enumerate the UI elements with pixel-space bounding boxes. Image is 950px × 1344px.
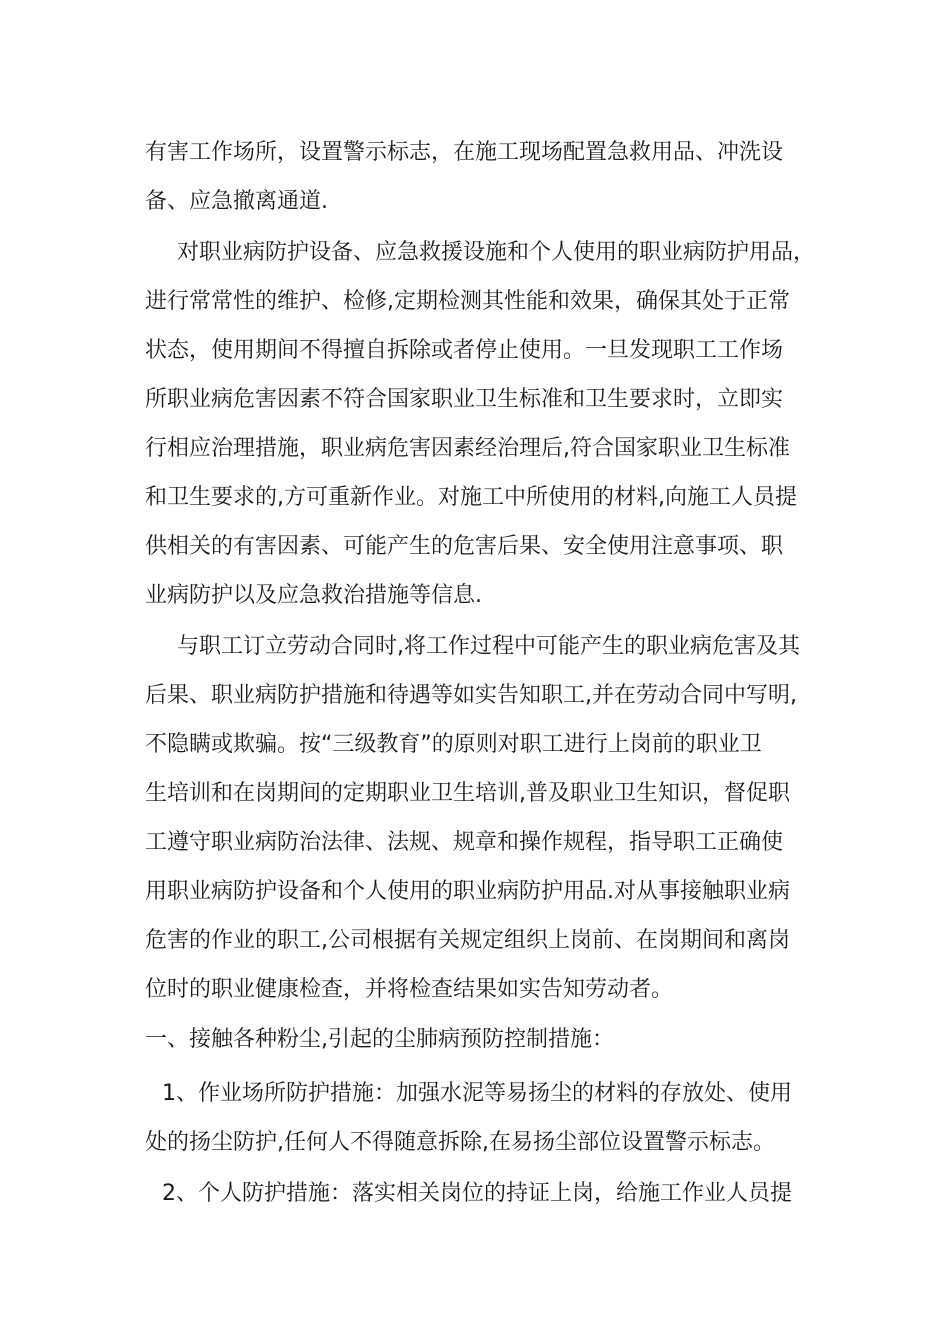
text-line: 行相应治理措施，职业病危害因素经治理后,符合国家职业卫生标准: [145, 436, 790, 461]
text-line: 和卫生要求的,方可重新作业。对施工中所使用的材料,向施工人员提: [145, 485, 797, 510]
text-line: 处的扬尘防护,任何人不得随意拆除,在易扬尘部位设置警示标志。: [145, 1130, 775, 1155]
text-line: 对职业病防护设备、应急救援设施和个人使用的职业病防护用品，: [177, 240, 816, 265]
text-line: 备、应急撤离通道.: [145, 189, 328, 214]
text-line: 有害工作场所，设置警示标志，在施工现场配置急救用品、冲洗设: [145, 140, 784, 165]
text-line: 与职工订立劳动合同时,将工作过程中可能产生的职业病危害及其: [177, 634, 800, 659]
text-line: 进行常常性的维护、检修,定期检测其性能和效果，确保其处于正常: [145, 289, 790, 314]
section-heading: 一、接触各种粉尘,引起的尘肺病预防控制措施：: [145, 1027, 614, 1052]
text-line: 后果、职业病防护措施和待遇等如实告知职工,并在劳动合同中写明,: [145, 683, 797, 708]
text-line: 位时的职业健康检查，并将检查结果如实告知劳动者。: [145, 977, 674, 1002]
text-line: 工遵守职业病防治法律、法规、规章和操作规程，指导职工正确使: [145, 830, 784, 855]
text-line: 危害的作业的职工,公司根据有关规定组织上岗前、在岗期间和离岗: [145, 928, 790, 953]
text-line: 用职业病防护设备和个人使用的职业病防护用品.对从事接触职业病: [145, 879, 790, 904]
list-item: 2、个人防护措施：落实相关岗位的持证上岗，给施工作业人员提: [162, 1181, 792, 1206]
text-line: 供相关的有害因素、可能产生的危害后果、安全使用注意事项、职: [145, 534, 784, 559]
text-line: 所职业病危害因素不符合国家职业卫生标准和卫生要求时，立即实: [145, 387, 784, 412]
text-line: 生培训和在岗期间的定期职业卫生培训,普及职业卫生知识，督促职: [145, 781, 790, 806]
text-line: 状态，使用期间不得擅自拆除或者停止使用。一旦发现职工工作场: [145, 338, 784, 363]
text-line: 不隐瞒或欺骗。按“三级教育”的原则对职工进行上岗前的职业卫: [145, 732, 762, 757]
list-item: 1、作业场所防护措施：加强水泥等易扬尘的材料的存放处、使用: [162, 1081, 792, 1106]
text-line: 业病防护以及应急救治措施等信息.: [145, 583, 482, 608]
